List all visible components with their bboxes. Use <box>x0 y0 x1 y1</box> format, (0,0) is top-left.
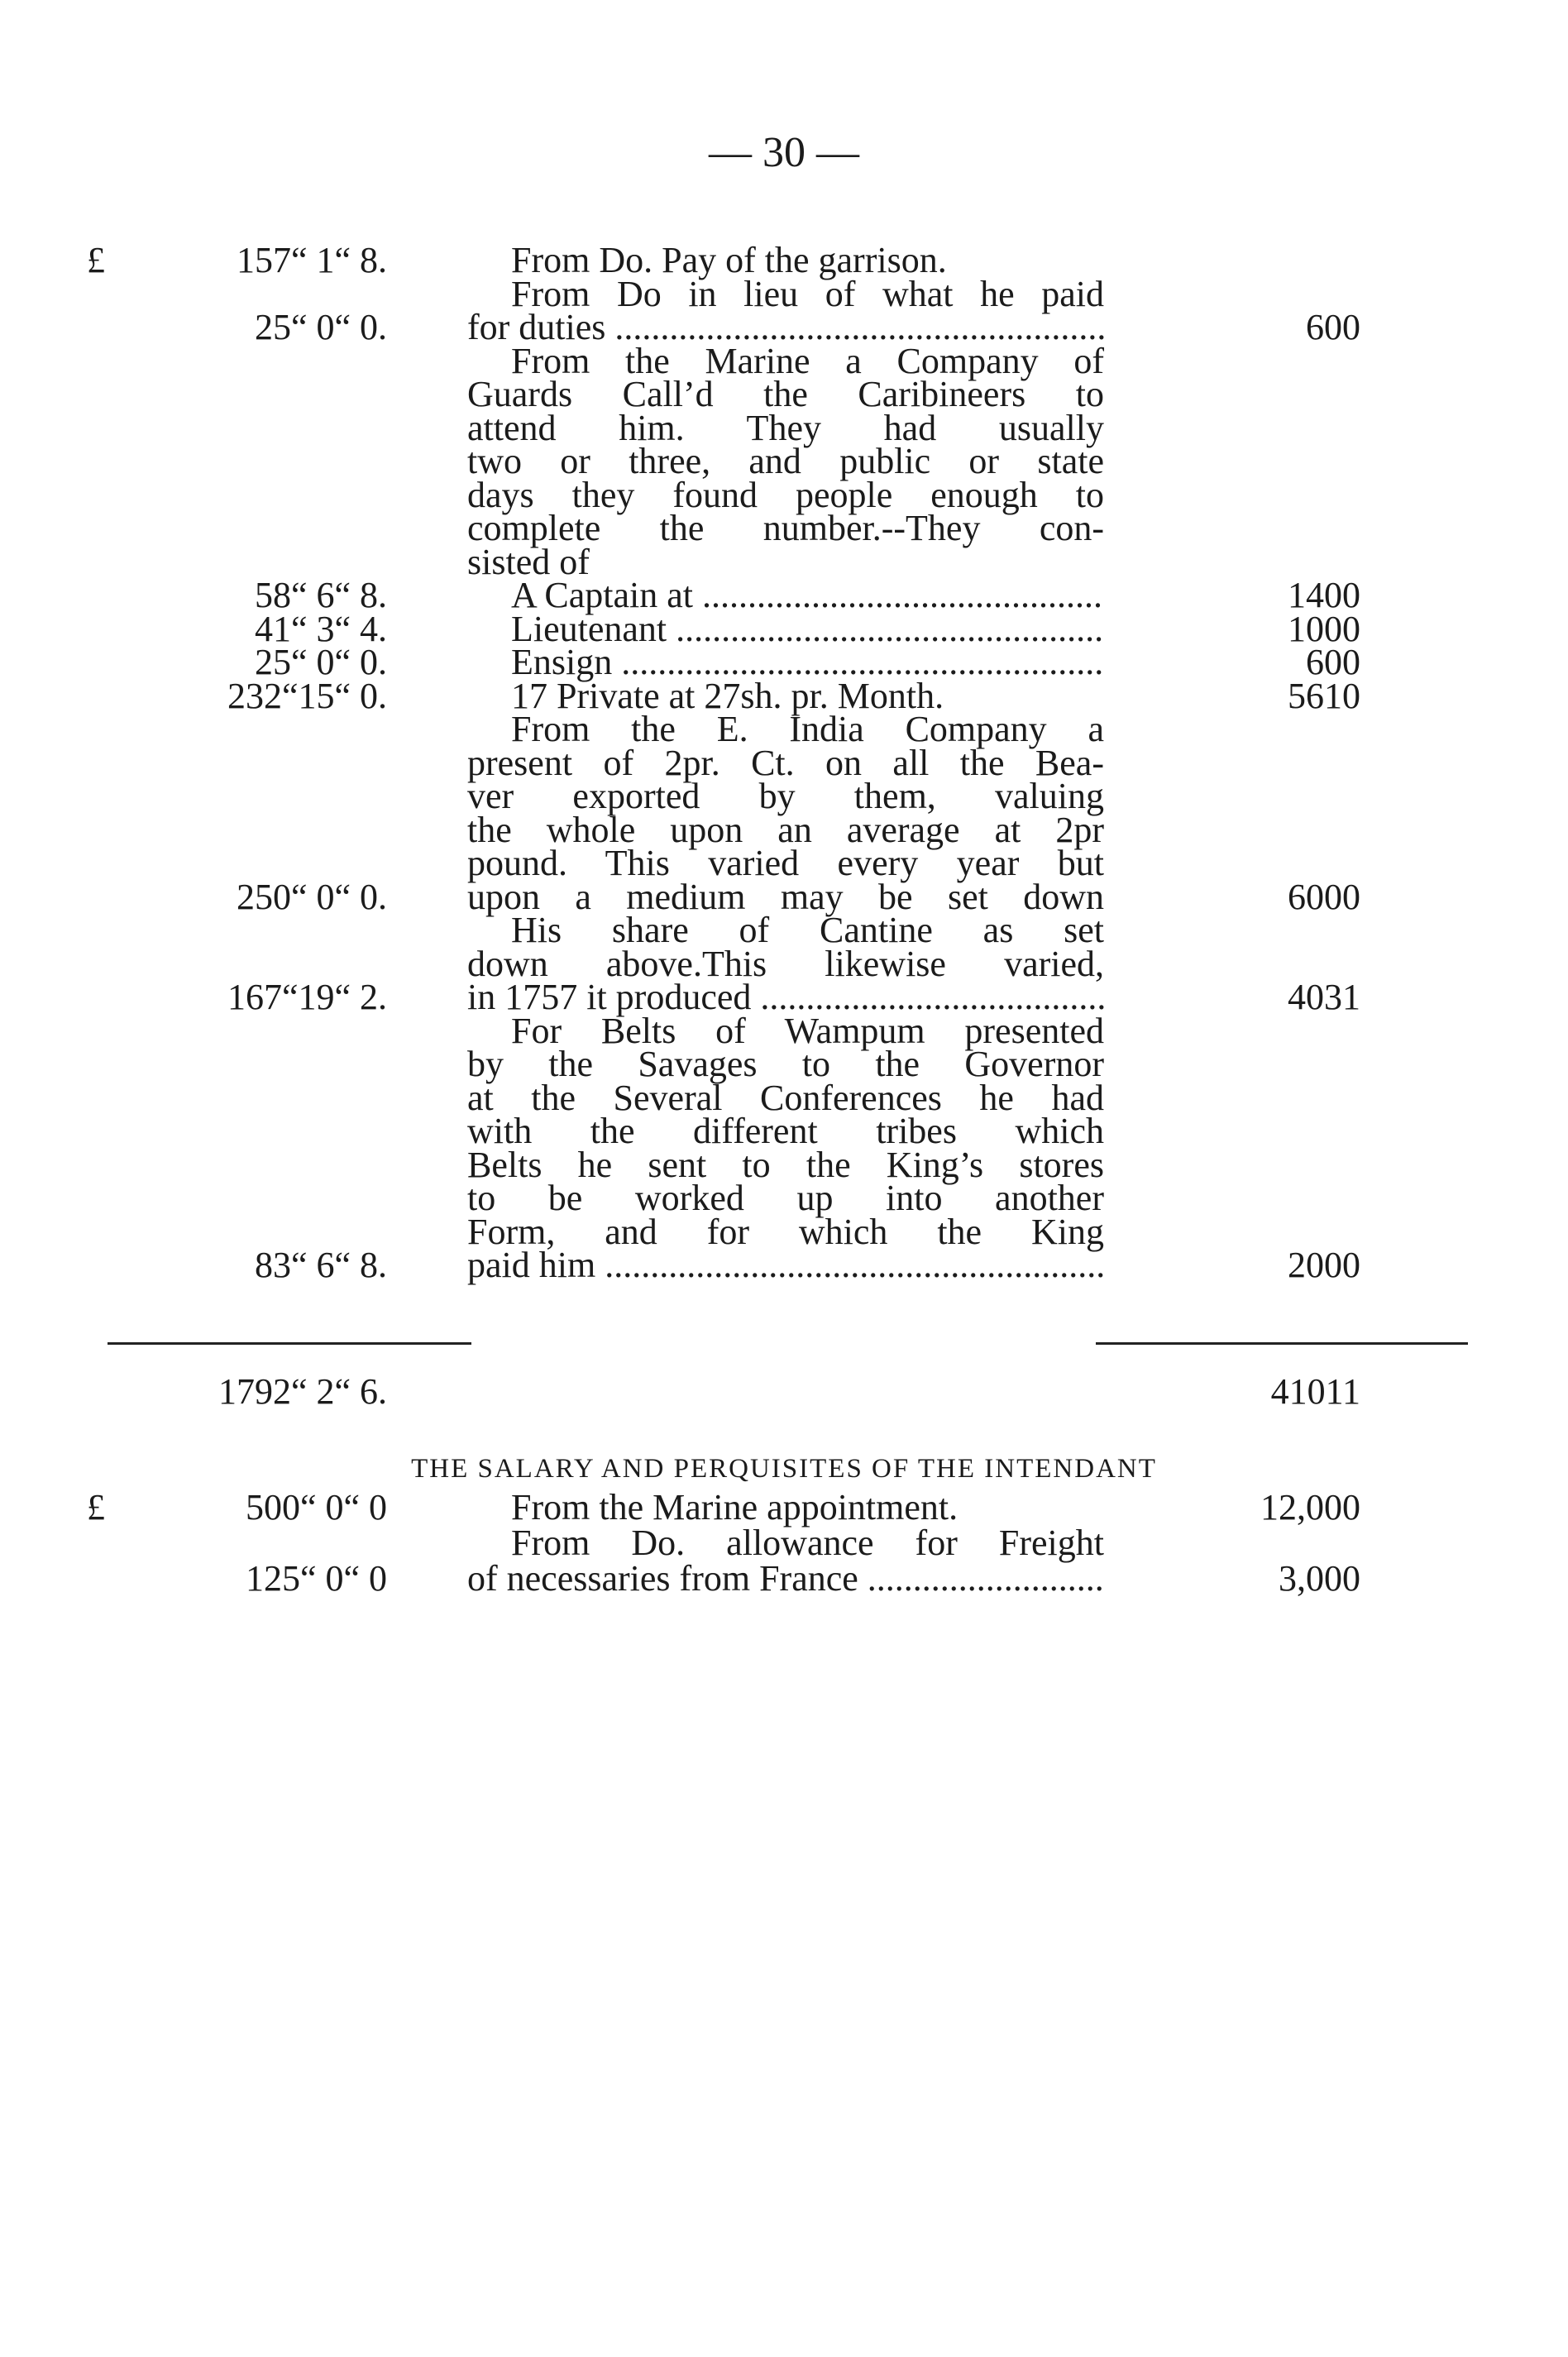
intendant-lsd: 500“ 0“ 0 <box>245 1487 387 1528</box>
governor-description: For Belts of Wampum presented <box>511 1010 1104 1051</box>
intendant-lsd: 125“ 0“ 0 <box>245 1558 387 1599</box>
governor-description: Belts he sent to the King’s stores <box>467 1144 1104 1185</box>
governor-description: paid him ..... <box>467 1241 1104 1290</box>
governor-description: down above.This likewise varied, <box>467 943 1104 984</box>
governor-description: with the different tribes which <box>467 1111 1104 1151</box>
governor-lsd: 232“15“ 0. <box>227 675 387 716</box>
governor-description: From the Marine a Company of <box>511 340 1104 381</box>
pound-symbol: £ <box>87 240 105 280</box>
governor-description: ver exported by them, valuing <box>467 776 1104 816</box>
governor-description: for duties ..... <box>467 303 1104 352</box>
governor-lsd: 41“ 3“ 4. <box>254 608 387 649</box>
governor-description: His share of Cantine as set <box>511 910 1104 950</box>
intendant-description: From the Marine appointment. <box>511 1487 958 1528</box>
intendant-row <box>0 1554 1568 1604</box>
governor-total-lsd: 1792“ 2“ 6. <box>218 1371 387 1412</box>
page-number: — 30 — <box>709 129 859 176</box>
governor-lsd: 157“ 1“ 8. <box>236 240 387 280</box>
governor-description: Form, and for which the King <box>467 1211 1104 1252</box>
governor-total-row <box>0 1367 1568 1417</box>
total-rule-right <box>1096 1342 1468 1345</box>
governor-amount: 600 <box>1306 307 1360 347</box>
governor-description: by the Savages to the Governor <box>467 1044 1104 1084</box>
intendant-description: From Do. allowance for Freight <box>511 1523 1104 1563</box>
governor-amount: 2000 <box>1288 1245 1360 1285</box>
governor-description: pound. This varied every year but <box>467 843 1104 883</box>
governor-lsd: 25“ 0“ 0. <box>254 642 387 682</box>
governor-amount: 6000 <box>1288 876 1360 917</box>
governor-description: 17 Private at 27sh. pr. Month. <box>511 675 944 716</box>
total-rule-left <box>108 1342 471 1345</box>
intendant-amount: 12,000 <box>1260 1487 1360 1528</box>
governor-description: at the Several Conferences he had <box>467 1077 1104 1118</box>
governor-description: upon a medium may be set down <box>467 876 1104 917</box>
governor-row <box>0 1241 1568 1290</box>
governor-description: present of 2pr. Ct. on all the Bea- <box>467 742 1104 783</box>
governor-lsd: 58“ 6“ 8. <box>254 575 387 615</box>
pound-symbol: £ <box>87 1487 105 1528</box>
governor-lsd: 25“ 0“ 0. <box>254 307 387 347</box>
governor-description: the whole upon an average at 2pr <box>467 809 1104 850</box>
governor-amount: 600 <box>1306 642 1360 682</box>
governor-amount: 5610 <box>1288 675 1360 716</box>
intendant-amount: 3,000 <box>1279 1558 1360 1599</box>
governor-amount: 1000 <box>1288 608 1360 649</box>
governor-description: to be worked up into another <box>467 1178 1104 1218</box>
governor-description: two or three, and public or state <box>467 441 1104 481</box>
governor-amount: 1400 <box>1288 575 1360 615</box>
governor-description: A Captain at ..... <box>511 571 1104 620</box>
governor-amount: 4031 <box>1288 977 1360 1017</box>
governor-description: From Do in lieu of what he paid <box>511 273 1104 314</box>
governor-description: Guards Call’d the Caribineers to <box>467 374 1104 414</box>
governor-description: sisted of <box>467 541 590 582</box>
governor-total-amount: 41011 <box>1270 1371 1360 1412</box>
governor-description: attend him. They had usually <box>467 407 1104 448</box>
governor-description: in 1757 it produced ..... <box>467 973 1104 1022</box>
governor-description: From Do. Pay of the garrison. <box>511 240 947 280</box>
governor-description: Ensign ..... <box>511 638 1104 687</box>
intendant-heading: THE SALARY AND PERQUISITES OF THE INTENDANT <box>411 1454 1157 1484</box>
governor-description: complete the number.--They con- <box>467 508 1104 548</box>
governor-description: From the E. India Company a <box>511 709 1104 749</box>
governor-description: days they found people enough to <box>467 474 1104 515</box>
governor-lsd: 167“19“ 2. <box>227 977 387 1017</box>
governor-lsd: 250“ 0“ 0. <box>236 876 387 917</box>
intendant-description: of necessaries from France ..... <box>467 1554 1104 1604</box>
governor-description: Lieutenant ..... <box>511 605 1104 654</box>
governor-lsd: 83“ 6“ 8. <box>254 1245 387 1285</box>
